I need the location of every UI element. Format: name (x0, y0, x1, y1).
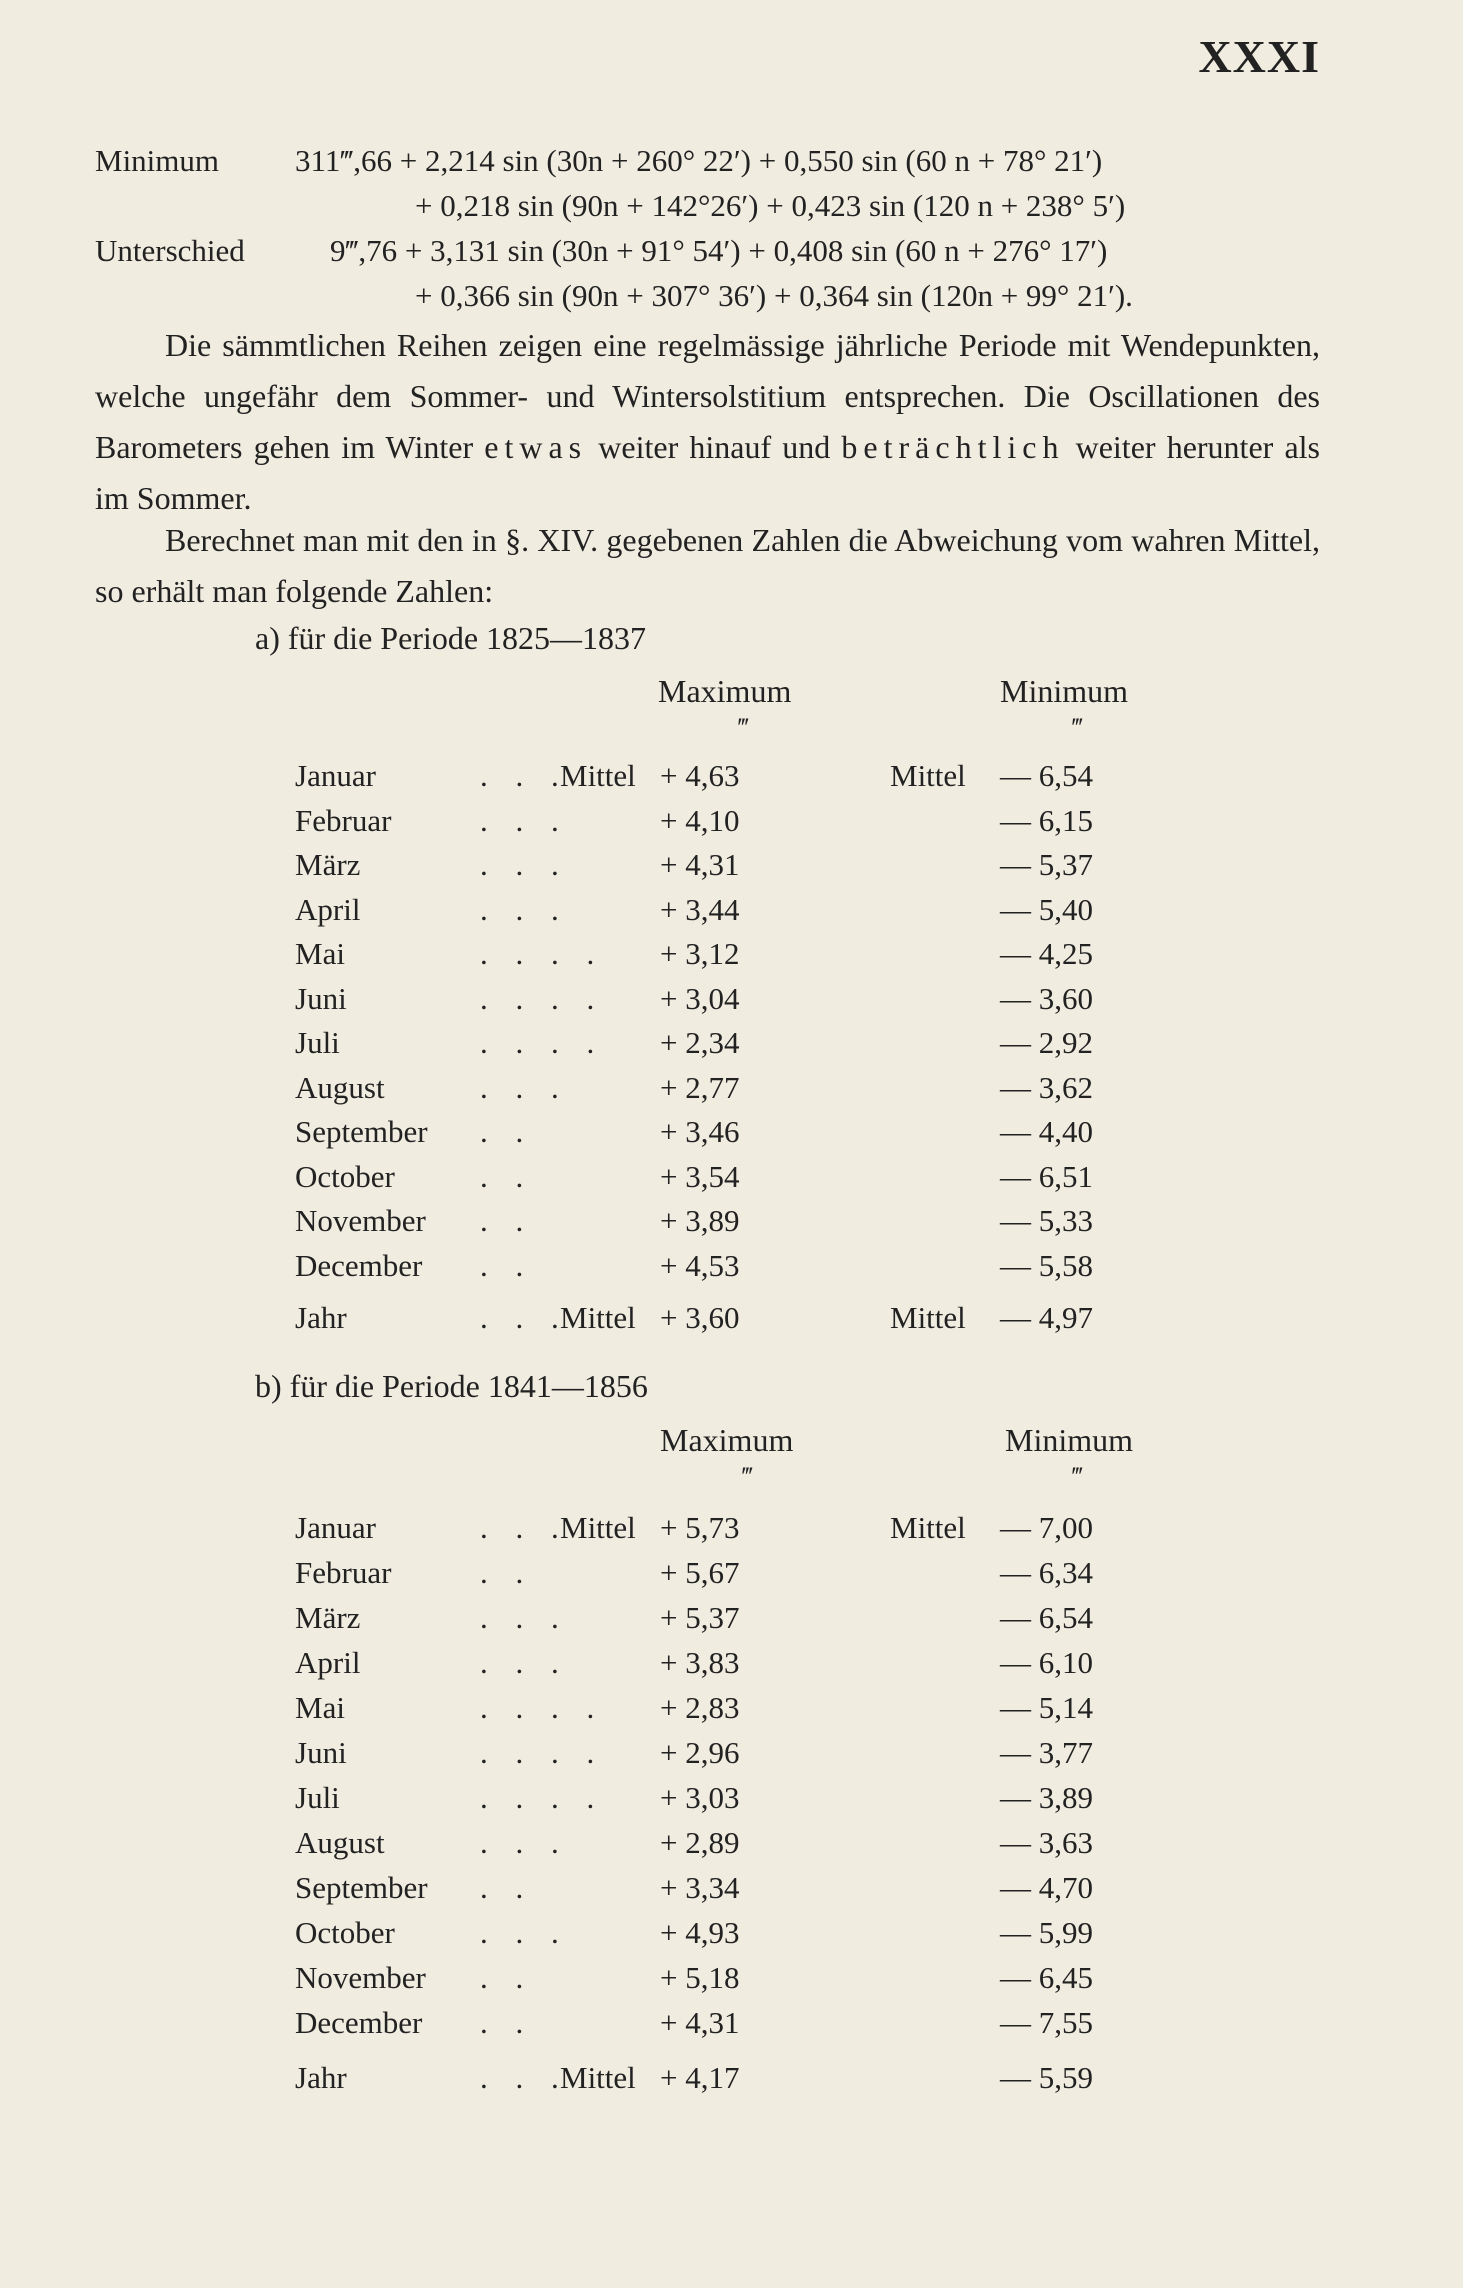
month-label: November (295, 1203, 426, 1238)
paragraph1-mid: weiter hinauf und (587, 429, 842, 465)
month-label: Juni (295, 980, 347, 1016)
max-value: + 2,96 (660, 1735, 740, 1770)
leader-dots: . . . (480, 847, 569, 882)
month-label: October (295, 1915, 395, 1950)
paragraph1-text: Die sämmtlichen Reihen zeigen eine regelmässige jährliche Periode mit Wendepunkten, welche ungefähr dem Sommer- und Wintersolstitium entsprechen. Die Oscillationen des Barometers gehen im Winter (95, 327, 1320, 465)
min-value: — 6,15 (1000, 802, 1093, 838)
period-b-min-unit: ‴ (1072, 1462, 1083, 1491)
min-value: — 4,25 (1000, 936, 1093, 971)
month-label: Januar (295, 1510, 376, 1545)
month-label: August (295, 1825, 385, 1860)
table-row (0, 1555, 1463, 1599)
table-row (0, 1248, 1463, 1292)
month-label: April (295, 891, 361, 927)
min-value: — 6,54 (1000, 758, 1093, 793)
table-row (0, 1915, 1463, 1959)
month-label: December (295, 2005, 423, 2040)
leader-dots: . . . (480, 1825, 569, 1860)
min-value: — 3,63 (1000, 1825, 1093, 1860)
leader-dots: . . . (480, 2060, 569, 2095)
month-label: Jahr (295, 2060, 347, 2095)
leader-dots: . . (480, 1960, 534, 1995)
min-value: — 5,40 (1000, 891, 1093, 927)
min-value: — 3,89 (1000, 1780, 1093, 1815)
month-label: Juli (295, 1780, 340, 1815)
min-value: — 6,45 (1000, 1960, 1093, 1995)
table-row (0, 1870, 1463, 1914)
leader-dots: . . . . (480, 936, 605, 971)
month-label: Jahr (295, 1300, 347, 1335)
min-value: — 5,33 (1000, 1203, 1093, 1238)
formula-minimum-label: Minimum (95, 143, 220, 178)
period-b-max-header: Maximum (660, 1422, 794, 1458)
max-mittel-label: Mittel (560, 1510, 636, 1545)
formula-difference-label: Unterschied (95, 233, 245, 268)
month-label: October (295, 1158, 395, 1194)
max-value: + 3,89 (660, 1203, 740, 1238)
leader-dots: . . . . (480, 980, 605, 1016)
page-number: XXXI (1198, 31, 1320, 82)
month-label: September (295, 1870, 428, 1905)
month-label: Juni (295, 1735, 347, 1770)
max-mittel-label: Mittel (560, 1300, 636, 1335)
leader-dots: . . (480, 2005, 534, 2040)
table-row (0, 847, 1463, 891)
max-value: + 2,83 (660, 1690, 740, 1725)
max-value: + 3,34 (660, 1870, 740, 1905)
min-value: — 3,62 (1000, 1069, 1093, 1105)
min-value: — 4,40 (1000, 1114, 1093, 1149)
leader-dots: . . . (480, 1600, 569, 1635)
period-a-title: a) für die Periode 1825—1837 (255, 620, 647, 656)
month-label: Mai (295, 936, 345, 971)
formula-minimum-line2: + 0,218 sin (90n + 142°26′) + 0,423 sin (120 n + 238° 5′) (415, 188, 1126, 223)
min-value: — 6,51 (1000, 1158, 1093, 1194)
min-value: — 5,37 (1000, 847, 1093, 882)
month-label: Februar (295, 802, 392, 838)
formula-difference-line2: + 0,366 sin (90n + 307° 36′) + 0,364 sin (120n + 99° 21′). (415, 278, 1133, 313)
table-row (0, 981, 1463, 1025)
max-value: + 4,53 (660, 1247, 740, 1283)
min-value: — 5,14 (1000, 1690, 1093, 1725)
max-mittel-label: Mittel (560, 758, 636, 793)
leader-dots: . . . (480, 891, 569, 927)
month-label: Januar (295, 758, 376, 793)
leader-dots: . . . (480, 758, 569, 793)
table-row (0, 803, 1463, 847)
max-value: + 4,31 (660, 2005, 740, 2040)
max-value: + 5,18 (660, 1960, 740, 1995)
max-value: + 4,17 (660, 2060, 740, 2095)
paragraph-periods (95, 320, 1320, 524)
leader-dots: . . (480, 1203, 534, 1238)
month-label: November (295, 1960, 426, 1995)
table-row (0, 1645, 1463, 1689)
min-mittel-label: Mittel (890, 758, 966, 793)
max-value: + 2,89 (660, 1825, 740, 1860)
min-value: — 7,55 (1000, 2005, 1093, 2040)
paragraph2-text: Berechnet man mit den in §. XIV. gegebenen Zahlen die Abweichung vom wahren Mittel, so erhält man folgende Zahlen: (95, 522, 1320, 609)
leader-dots: . . . (480, 1300, 569, 1335)
table-row (0, 1203, 1463, 1247)
table-row (0, 1690, 1463, 1734)
table-row (0, 892, 1463, 936)
min-value: — 5,99 (1000, 1915, 1093, 1950)
max-value: + 5,67 (660, 1555, 740, 1590)
paragraph1-end: weiter herunter als im Sommer. (95, 429, 1321, 516)
max-value: + 4,10 (660, 802, 740, 838)
leader-dots: . . . (480, 1645, 569, 1680)
min-value: — 3,77 (1000, 1735, 1093, 1770)
max-value: + 3,04 (660, 980, 740, 1016)
month-label: März (295, 847, 361, 882)
month-label: September (295, 1114, 428, 1149)
min-mittel-label: Mittel (890, 1300, 966, 1335)
max-value: + 4,63 (660, 758, 740, 793)
table-row (0, 1510, 1463, 1554)
leader-dots: . . (480, 1555, 534, 1590)
min-value: — 4,97 (1000, 1300, 1093, 1335)
max-value: + 5,73 (660, 1510, 740, 1545)
min-value: — 4,70 (1000, 1870, 1093, 1905)
leader-dots: . . . . (480, 1735, 605, 1770)
table-row (0, 1825, 1463, 1869)
leader-dots: . . . (480, 1069, 569, 1105)
period-a-min-header: Minimum (1000, 673, 1129, 709)
month-label: December (295, 1247, 423, 1283)
max-value: + 3,44 (660, 891, 740, 927)
min-value: — 6,34 (1000, 1555, 1093, 1590)
table-row (0, 758, 1463, 802)
table-row (0, 936, 1463, 980)
month-label: Juli (295, 1025, 340, 1060)
table-row (0, 1070, 1463, 1114)
leader-dots: . . . . (480, 1690, 605, 1725)
leader-dots: . . . . (480, 1025, 605, 1060)
min-value: — 7,00 (1000, 1510, 1093, 1545)
max-value: + 3,83 (660, 1645, 740, 1680)
table-row (0, 1600, 1463, 1644)
max-value: + 3,60 (660, 1300, 740, 1335)
period-b-title: b) für die Periode 1841—1856 (255, 1368, 648, 1404)
max-value: + 5,37 (660, 1600, 740, 1635)
period-b-min-header: Minimum (1005, 1422, 1134, 1458)
month-label: Mai (295, 1690, 345, 1725)
min-value: — 5,58 (1000, 1247, 1093, 1283)
max-value: + 3,54 (660, 1158, 740, 1194)
table-row (0, 1735, 1463, 1779)
min-value: — 6,54 (1000, 1600, 1093, 1635)
formula-minimum-line1: 311‴,66 + 2,214 sin (30n + 260° 22′) + 0,550 sin (60 n + 78° 21′) (295, 143, 1103, 178)
max-value: + 3,12 (660, 936, 740, 971)
leader-dots: . . (480, 1158, 534, 1194)
table-row (0, 1780, 1463, 1824)
paragraph-berechnet (95, 515, 1320, 617)
min-value: — 2,92 (1000, 1025, 1093, 1060)
paragraph1-spaced-betraechtlich: beträchtlich (841, 429, 1065, 465)
leader-dots: . . . . (480, 1780, 605, 1815)
max-value: + 2,34 (660, 1025, 740, 1060)
table-row (0, 1300, 1463, 1344)
formula-difference-line1: 9‴,76 + 3,131 sin (30n + 91° 54′) + 0,408 sin (60 n + 276° 17′) (330, 233, 1108, 268)
paragraph1-spaced-etwas: etwas (484, 429, 588, 465)
leader-dots: . . (480, 1247, 534, 1283)
leader-dots: . . (480, 1870, 534, 1905)
min-value: — 6,10 (1000, 1645, 1093, 1680)
max-mittel-label: Mittel (560, 2060, 636, 2095)
period-a-max-unit: ‴ (738, 713, 749, 742)
max-value: + 3,03 (660, 1780, 740, 1815)
min-mittel-label: Mittel (890, 1510, 966, 1545)
table-row (0, 1159, 1463, 1203)
max-value: + 2,77 (660, 1069, 740, 1105)
table-row (0, 1025, 1463, 1069)
max-value: + 4,31 (660, 847, 740, 882)
month-label: Februar (295, 1555, 392, 1590)
leader-dots: . . . (480, 1915, 569, 1950)
month-label: August (295, 1069, 385, 1105)
table-row (0, 1114, 1463, 1158)
leader-dots: . . . (480, 802, 569, 838)
leader-dots: . . (480, 1114, 534, 1149)
period-a-max-header: Maximum (658, 673, 792, 709)
table-row (0, 2005, 1463, 2049)
min-value: — 5,59 (1000, 2060, 1093, 2095)
leader-dots: . . . (480, 1510, 569, 1545)
month-label: März (295, 1600, 361, 1635)
period-b-max-unit: ‴ (742, 1462, 753, 1491)
period-a-min-unit: ‴ (1072, 713, 1083, 742)
max-value: + 3,46 (660, 1114, 740, 1149)
month-label: April (295, 1645, 361, 1680)
max-value: + 4,93 (660, 1915, 740, 1950)
table-row (0, 2060, 1463, 2104)
table-row (0, 1960, 1463, 2004)
min-value: — 3,60 (1000, 980, 1093, 1016)
